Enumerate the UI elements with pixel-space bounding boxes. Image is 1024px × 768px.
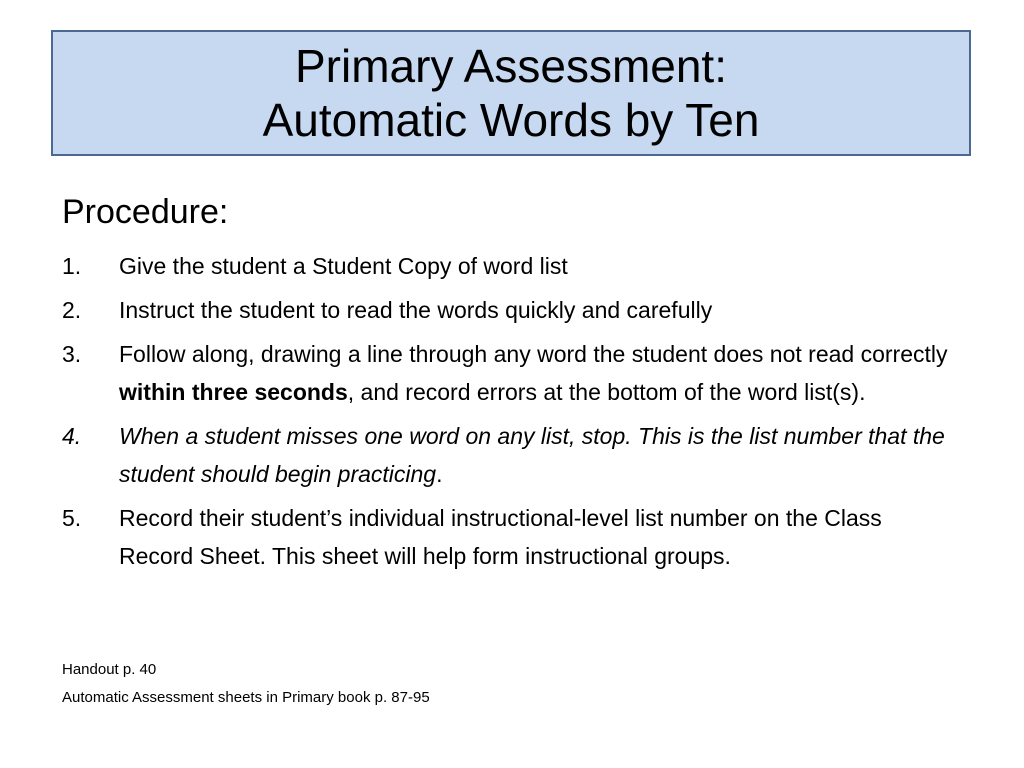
step-number: 5. xyxy=(62,505,82,531)
step-text: Instruct the student to read the words quickly and carefully xyxy=(119,297,713,323)
procedure-step-4 xyxy=(62,417,962,493)
step-number: 3. xyxy=(62,341,82,367)
step-emphasis-text: within three seconds xyxy=(119,379,348,405)
handout-note: Handout p. 40 xyxy=(62,661,157,678)
assessment-sheets-note: Automatic Assessment sheets in Primary book p. 87-95 xyxy=(62,689,430,706)
step-number: 1. xyxy=(62,253,82,279)
slide-title-line-1: Primary Assessment: xyxy=(295,40,727,92)
step-text-part: Follow along, drawing a line through any word the student does not read correctly xyxy=(119,341,948,367)
slide-title-line-2: Automatic Words by Ten xyxy=(262,94,760,146)
step-number: 4. xyxy=(62,423,82,449)
step-text: Give the student a Student Copy of word list xyxy=(119,253,568,279)
procedure-step-5 xyxy=(62,499,962,575)
step-italic-text: When a student misses one word on any list, stop. This is the list number that the student should begin practicing xyxy=(119,423,945,487)
procedure-step-1 xyxy=(62,247,962,285)
step-text-part: , and record errors at the bottom of the word list(s). xyxy=(347,379,866,405)
reference-notes xyxy=(62,656,430,712)
slide-title-box xyxy=(51,30,971,156)
step-number: 2. xyxy=(62,297,82,323)
procedure-step-3 xyxy=(62,335,962,411)
step-text-part: . xyxy=(436,461,443,487)
procedure-steps-list xyxy=(62,247,962,581)
step-text xyxy=(119,417,962,493)
procedure-step-2 xyxy=(62,291,962,329)
step-text xyxy=(119,335,962,411)
procedure-heading: Procedure: xyxy=(62,193,229,231)
step-text: Record their student’s individual instructional-level list number on the Class Record Sheet. This sheet will help form instructional groups. xyxy=(119,505,882,569)
